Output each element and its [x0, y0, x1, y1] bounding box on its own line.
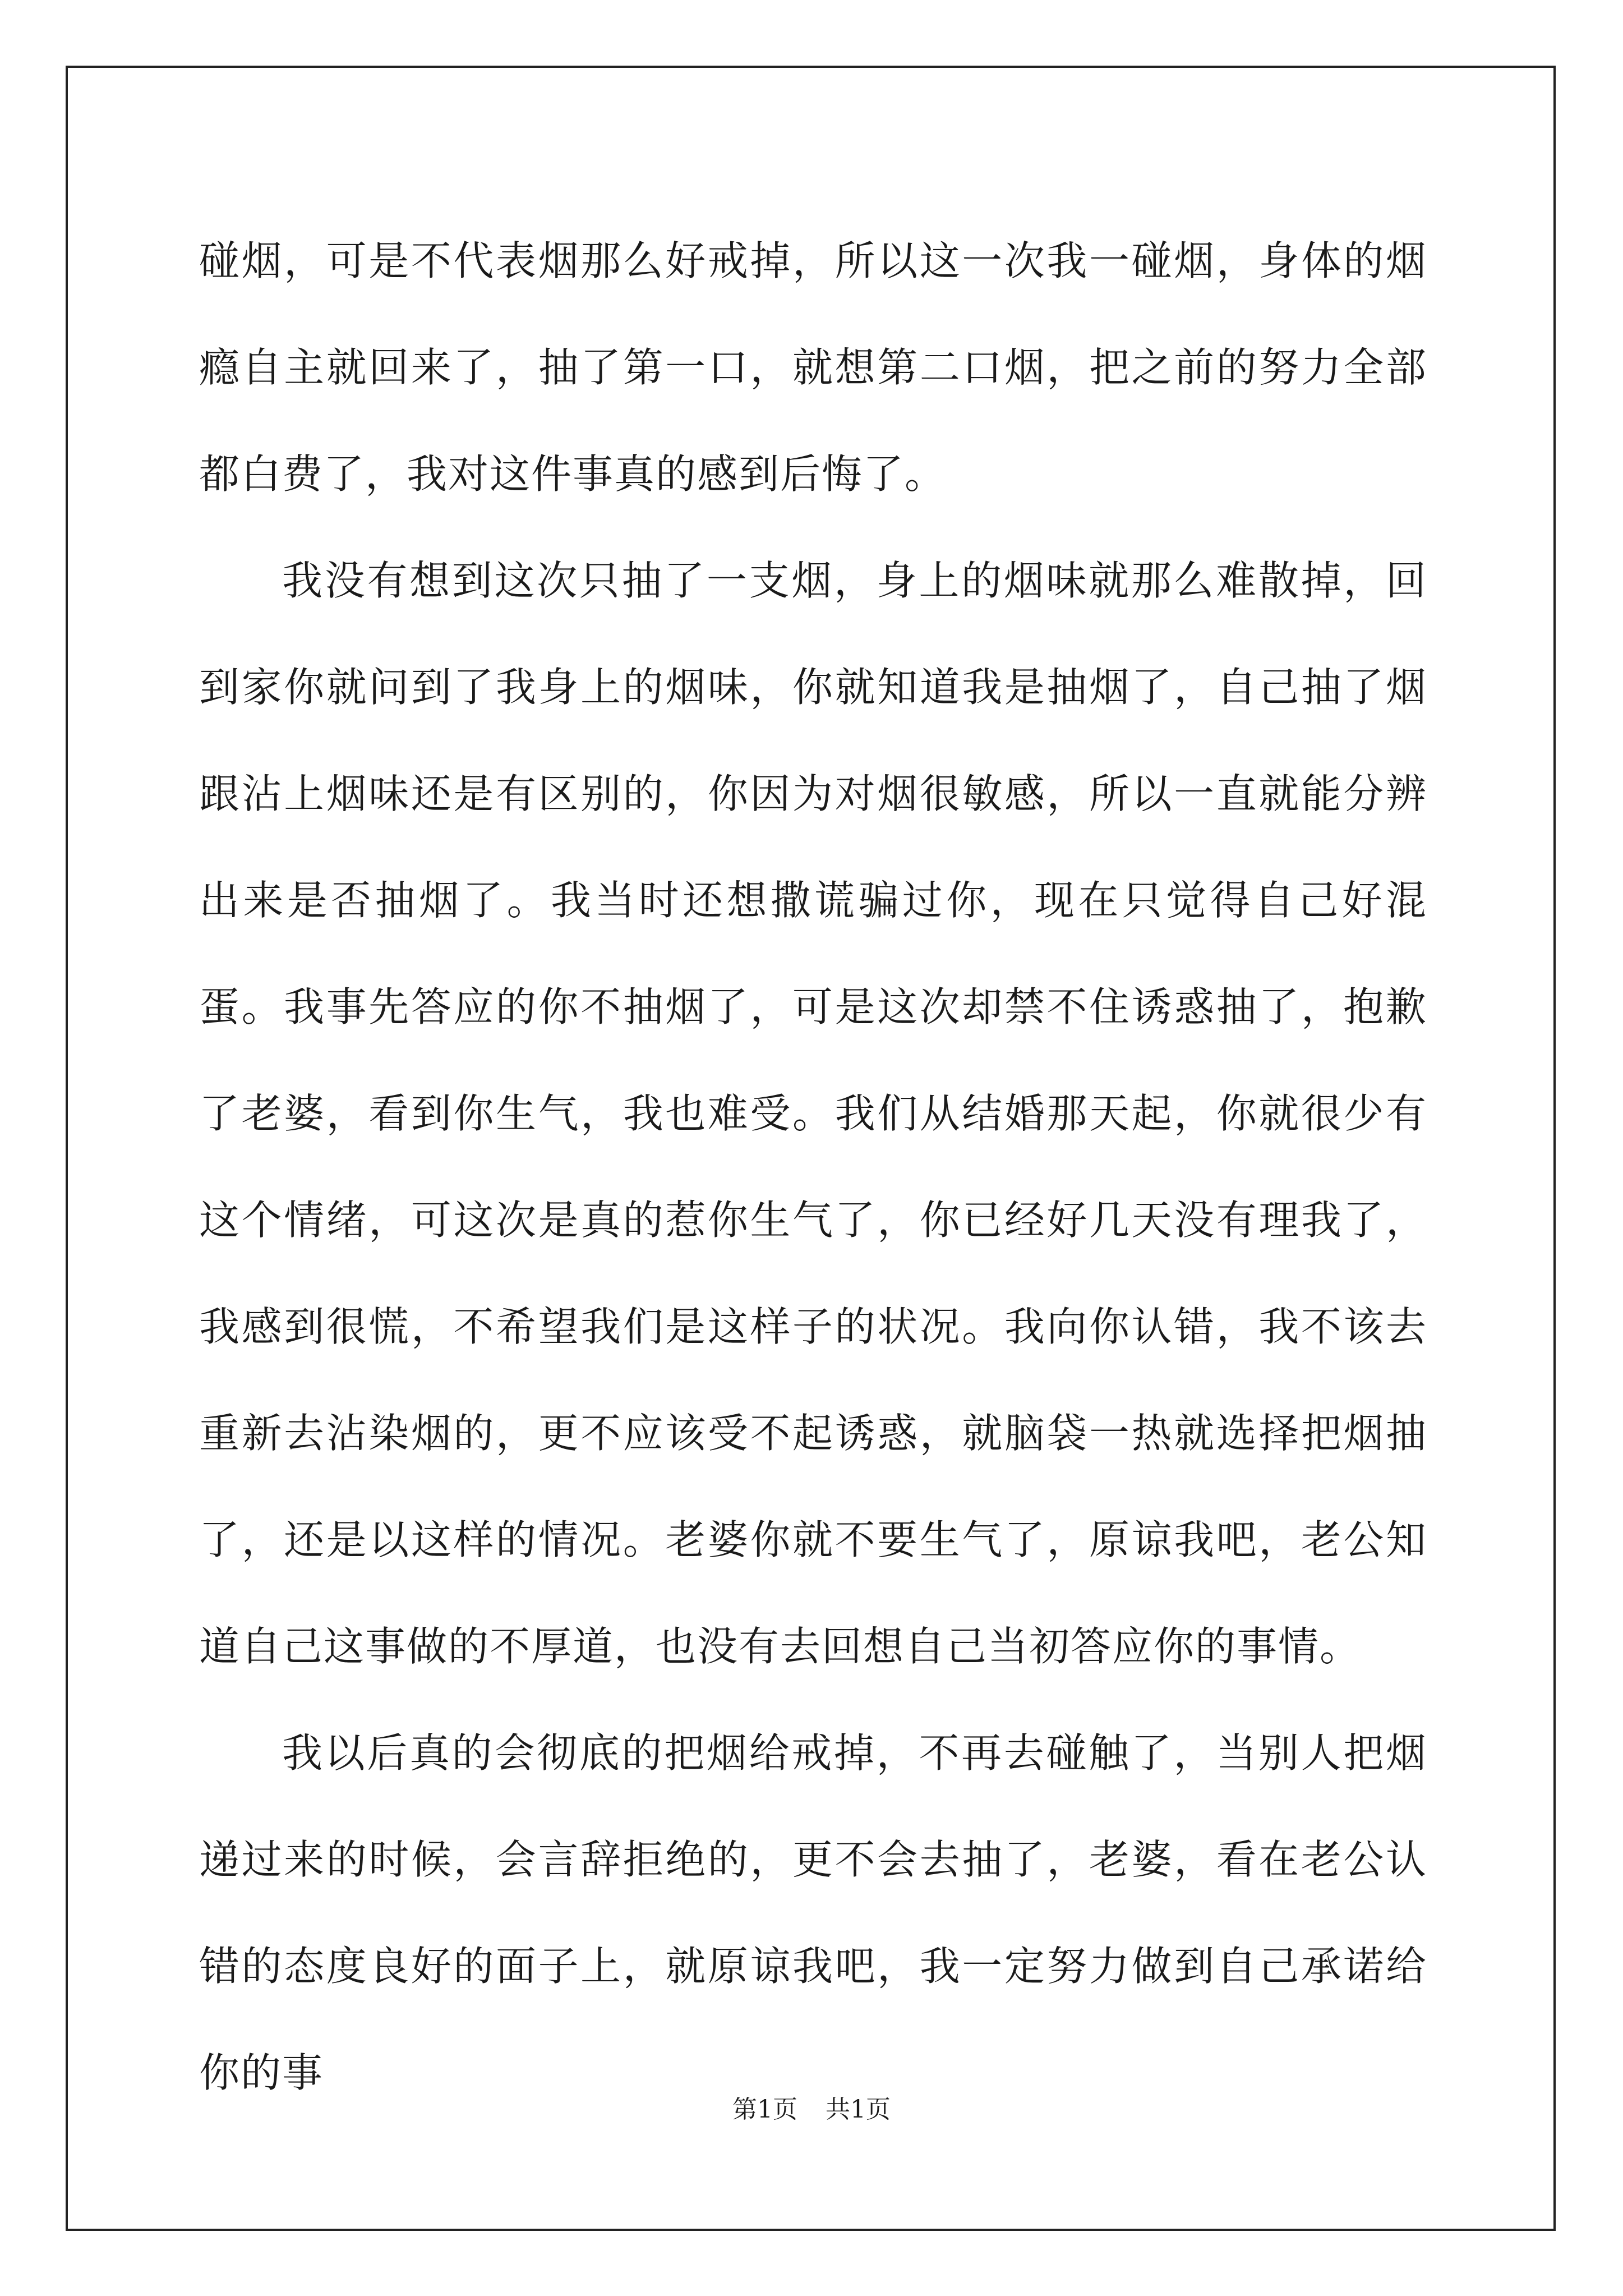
paragraph-2: 我没有想到这次只抽了一支烟，身上的烟味就那么难散掉，回到家你就问到了我身上的烟味，你就知道我是抽烟了，自己抽了烟跟沾上烟味还是有区别的，你因为对烟很敏感，所以一直就能分辨出来是否抽烟了。我当时还想撒谎骗过你，现在只觉得自己好混蛋。我事先答应的你不抽烟了，可是这次却禁不住诱惑抽了，抱歉了老婆，看到你生气，我也难受。我们从结婚那天起，你就很少有这个情绪，可这次是真的惹你生气了，你已经好几天没有理我了，我感到很慌，不希望我们是这样子的状况。我向你认错，我不该去重新去沾染烟的，更不应该受不起诱惑，就脑袋一热就选择把烟抽了，还是以这样的情况。老婆你就不要生气了，原谅我吧，老公知道自己这事做的不厚道，也没有去回想自己当初答应你的事情。	[199, 557, 1427, 1670]
page-number: 第1页	[732, 2095, 797, 2124]
paragraph-3: 我以后真的会彻底的把烟给戒掉，不再去碰触了，当别人把烟递过来的时候，会言辞拒绝的，更不会去抽了，老婆，看在老公认错的态度良好的面子上，就原谅我吧，我一定努力做到自己承诺给你的事	[199, 1729, 1427, 2096]
document-body	[199, 208, 1427, 2126]
page-footer	[0, 2089, 1623, 2125]
paragraph-1: 碰烟，可是不代表烟那么好戒掉，所以这一次我一碰烟，身体的烟瘾自主就回来了，抽了第一口，就想第二口烟，把之前的努力全部都白费了，我对这件事真的感到后悔了。	[199, 237, 1427, 498]
page-total: 共1页	[826, 2095, 891, 2124]
